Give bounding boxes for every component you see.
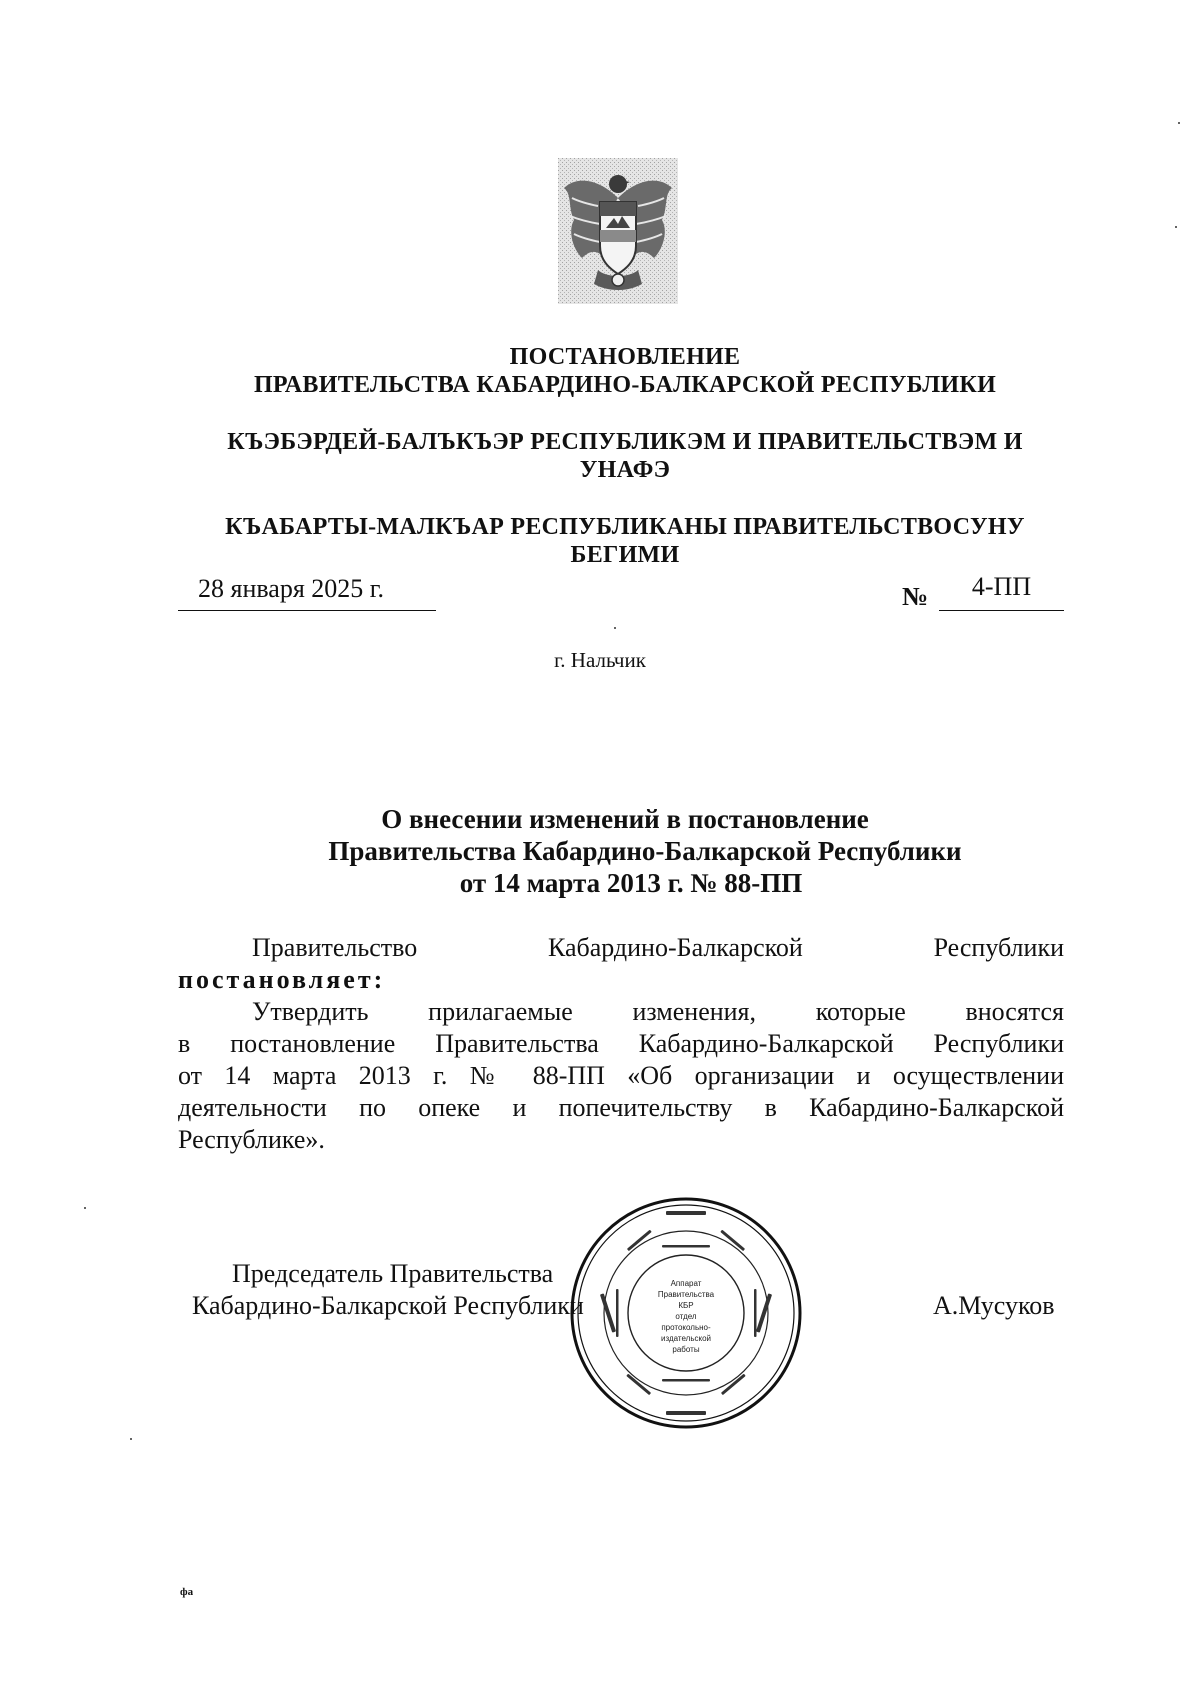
header-balkar	[200, 513, 1050, 569]
body-p2-line2: в постановление Правительства Кабардино-Балкарской Республики	[178, 1029, 1064, 1058]
document-number-block	[902, 572, 1064, 612]
seal-inner-line5: работы	[672, 1345, 700, 1354]
body-p1-line2: постановляет:	[178, 965, 386, 994]
seal-inner-line4: издательской	[660, 1334, 711, 1343]
body-paragraph-2	[178, 996, 1064, 1156]
body-p2-line3: от 14 марта 2013 г. № 88-ПП «Об организации и осуществлении	[178, 1061, 1064, 1090]
header-russian	[200, 343, 1050, 399]
document-city: г. Нальчик	[554, 648, 646, 672]
document-number: 4-ПП	[939, 572, 1064, 611]
coat-of-arms-emblem	[558, 158, 678, 304]
seal-inner-line3: отдел протокольно-	[661, 1312, 711, 1332]
seal-inner-line1: Аппарат	[670, 1279, 702, 1288]
document-title	[250, 803, 1000, 899]
body-p1-line1	[178, 932, 1064, 964]
print-speck	[84, 1207, 86, 1209]
body-paragraph-1	[178, 932, 1064, 996]
print-speck	[1175, 226, 1177, 228]
document-date: 28 января 2025 г.	[178, 574, 436, 611]
header-bal-line2: БЕГИМИ	[570, 542, 680, 568]
header-kab-line1: КЪЭБЭРДЕЙ-БАЛЪКЪЭР РЕСПУБЛИКЭМ И ПРАВИТЕЛЬСТВЭМ И	[227, 429, 1023, 455]
signatory-position-line2: Кабардино-Балкарской Республики	[192, 1291, 584, 1320]
header-kabardian	[200, 428, 1050, 484]
header-kab-line2: УНАФЭ	[579, 457, 671, 483]
title-line3: от 14 марта 2013 г. № 88-ПП	[459, 868, 803, 898]
body-p2-line5: Республике».	[178, 1125, 325, 1154]
number-sign: №	[902, 582, 929, 611]
body-p2-line4: деятельности по опеке и попечительству в Кабардино-Балкарской	[178, 1093, 1064, 1122]
body-p1-word3: Республики	[933, 933, 1064, 962]
header-ru-line2: ПРАВИТЕЛЬСТВА КАБАРДИНО-БАЛКАРСКОЙ РЕСПУБЛИКИ	[253, 372, 997, 398]
title-line1: О внесении изменений в постановление	[381, 804, 869, 834]
seal-inner-text	[651, 1278, 721, 1355]
print-speck	[130, 1438, 132, 1440]
body-p2-line1: Утвердить прилагаемые изменения, которые вносятся	[252, 997, 1064, 1026]
official-seal	[566, 1193, 806, 1433]
print-speck	[614, 627, 616, 629]
body-p1-word2: Кабардино-Балкарской	[547, 933, 803, 962]
print-speck	[1178, 122, 1180, 124]
title-line2: Правительства Кабардино-Балкарской Республики	[328, 836, 962, 866]
header-bal-line1: КЪАБАРТЫ-МАЛКЪАР РЕСПУБЛИКАНЫ ПРАВИТЕЛЬСТВОСУНУ	[225, 514, 1025, 540]
footer-mark: фа	[180, 1586, 194, 1598]
signatory-position-line1: Председатель Правительства	[232, 1259, 554, 1288]
header-ru-line1: ПОСТАНОВЛЕНИЕ	[509, 344, 741, 370]
signatory-name: А.Мусуков	[933, 1291, 1055, 1320]
seal-inner-line2: Правительства КБР	[657, 1290, 715, 1310]
body-p1-word1: Правительство	[252, 933, 418, 962]
